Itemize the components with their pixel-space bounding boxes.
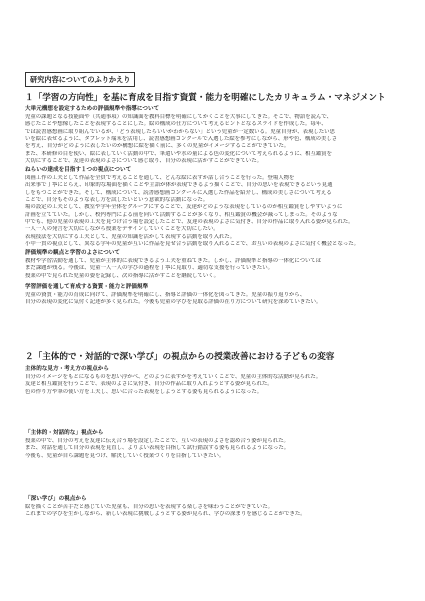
- section-1-heading: １「学習の方向性」を基に育成を目指す資質・能力を明確にしたカリキュラム・マネジメント: [25, 93, 386, 103]
- section-2-subheading-1: 主体的な見方・考え方の視点から: [25, 366, 109, 372]
- section-1-subheading-4: 学習評価を通して育成する資質・能力と評価規準: [25, 284, 149, 290]
- section-2-subheading-3: 「深い学び」の視点から: [25, 496, 87, 502]
- section-2-paragraph-1: 自分のイメージをもとになるものを思い浮かべ、どのように表すかを考えていくことで、児童の主体的な活動が見られた。 友達と相互鑑賞を行うことで、表現のよさに気付き、自分の作品に取り入れようとする姿が見られた。 色の作り方や筆の使い方を工夫し、思いに合った表現をしようとする姿も見られるようになった。: [25, 374, 322, 395]
- section-1-paragraph-1: 児童の課題となる技能面や（共通事項）の知識面を教科目標を明確にしてかくことを大事にしてきた。そこで、物語を読んで、 感じたことや想像したことを表現することにした。絵の構成の仕方について考えるヒントとなるスライドを作成した。毎年、 では読書感想画に取り組んでいるが、「どう表現したらいいかわからない」という児童が一定数いる。児童自身が、表現したい思 いを絵に表せるように、タブレット端末を活用し、読書感想画コンクールで入選した絵を参考にしながら、形や色、構成の美しさ を考え、自分がどのように表したいのか構想に絵を描く前に、多くの児童がイメージすることができていた。 また、本研修の目を使い、絵に表していく活動の中で、筆遣いや水の量による色の変化について考えられるように、相互鑑賞を 大切にすることで、友達の表現のよさについて感じ取り、自分の表現に活かすことができていた。: [25, 114, 338, 165]
- section-2-subheading-2: 「主体的・対話的な」視点から: [25, 430, 104, 436]
- section-1-subheading-2: ねらいの達成を目指す１つの視点について: [25, 167, 132, 173]
- section-1-paragraph-3: 教材や学習活動を通して、児童が主体的に表現できるよう工夫を重ねてきた。しかし、評価規準と指導の一体化については まだ課題が残る。今後は、児童一人一人の学びの過程を丁寧に見取り、適切な支援を行っていきたい。 授業の中で見られた児童の姿を記録し、次の指導に活かすことを継続していく。: [25, 258, 322, 279]
- section-2-heading: ２「主体的で・対話的で深い学び」の視点からの授業改善における子どもの変容: [25, 352, 335, 362]
- section-1-paragraph-4: 児童の資質・能力の育成に向けて、評価規準を明確にし、指導と評価の一体化を図ってきた。児童の振り返りから、 自分の表現の変化に気付く記述が多く見られた。今後も児童の学びを見取る評価の在り方について研究を深めていきたい。: [25, 292, 322, 306]
- section-2-paragraph-2: 授業の中で、自分の考えを友達に伝え合う場を設定したことで、互いの表現のよさを認め合う姿が見られた。 また、対話を通して自分の表現を見直し、よりよい表現を目指して試行錯誤する姿も見られるようになった。 今後も、児童が自ら課題を見つけ、解決していく授業づくりを目指していきたい。: [25, 438, 290, 459]
- section-1-subheading-3: 評価規準の観点と学習のよさについて: [25, 250, 120, 256]
- section-2-paragraph-3: 絵を描くことが苦手だと感じていた児童も、自分の思いを表現する楽しさを味わうことができていた。 これまでの学びを生かしながら、新しい表現に挑戦しようとする姿が見られ、学びの深まりを感じることができた。: [25, 504, 306, 518]
- section-1-paragraph-2: 図画工作の工夫として作品を全員で考えることを通して、どんな絵に表すか話し合うことを行った。登場人物を 出来事で丁寧にとらえ、印象的な場面を描くことや主語が体が表現できるよう描くことで、自分の思いを表現できるという見通 しをもつことができた。そして、構成について、読書感想画コンクールに入選した作品を紹介し、構成の美しさについて考える ことで、自分もそのような表し方を試したいという意欲的な活動になった。 場の設定の工夫として、教室や学年全体をグループにすることで、友達がどのような表現をしているのか相互鑑賞をしやすいように 計画を立てていた。しかし、校内専門による前を向いて活動することが多くなり、相互鑑賞の機会が減ってしまった。そのような 中でも、他の児童の表現の工夫を見つけ合う場を設定したことで、友達の表現のよさに気付き、自分の作品に取り入れる姿が見られた。 一人一人の発言を大切にしながら授業をデザインしていくことを大切にしたい。 表現技法を大切にする工夫として、児童の知識を活かして表現する活動を取り入れた。 小中一貫の視点として、異なる学年の児童が互いに作品を見せ合う活動を取り入れることで、お互いの表現のよさに気付く機会となった。: [25, 175, 360, 248]
- document-title: 研究内容についてのふりかえり: [25, 72, 135, 87]
- section-1-subheading-1: 大単元構想を設定するための評価規準や指導について: [25, 106, 160, 112]
